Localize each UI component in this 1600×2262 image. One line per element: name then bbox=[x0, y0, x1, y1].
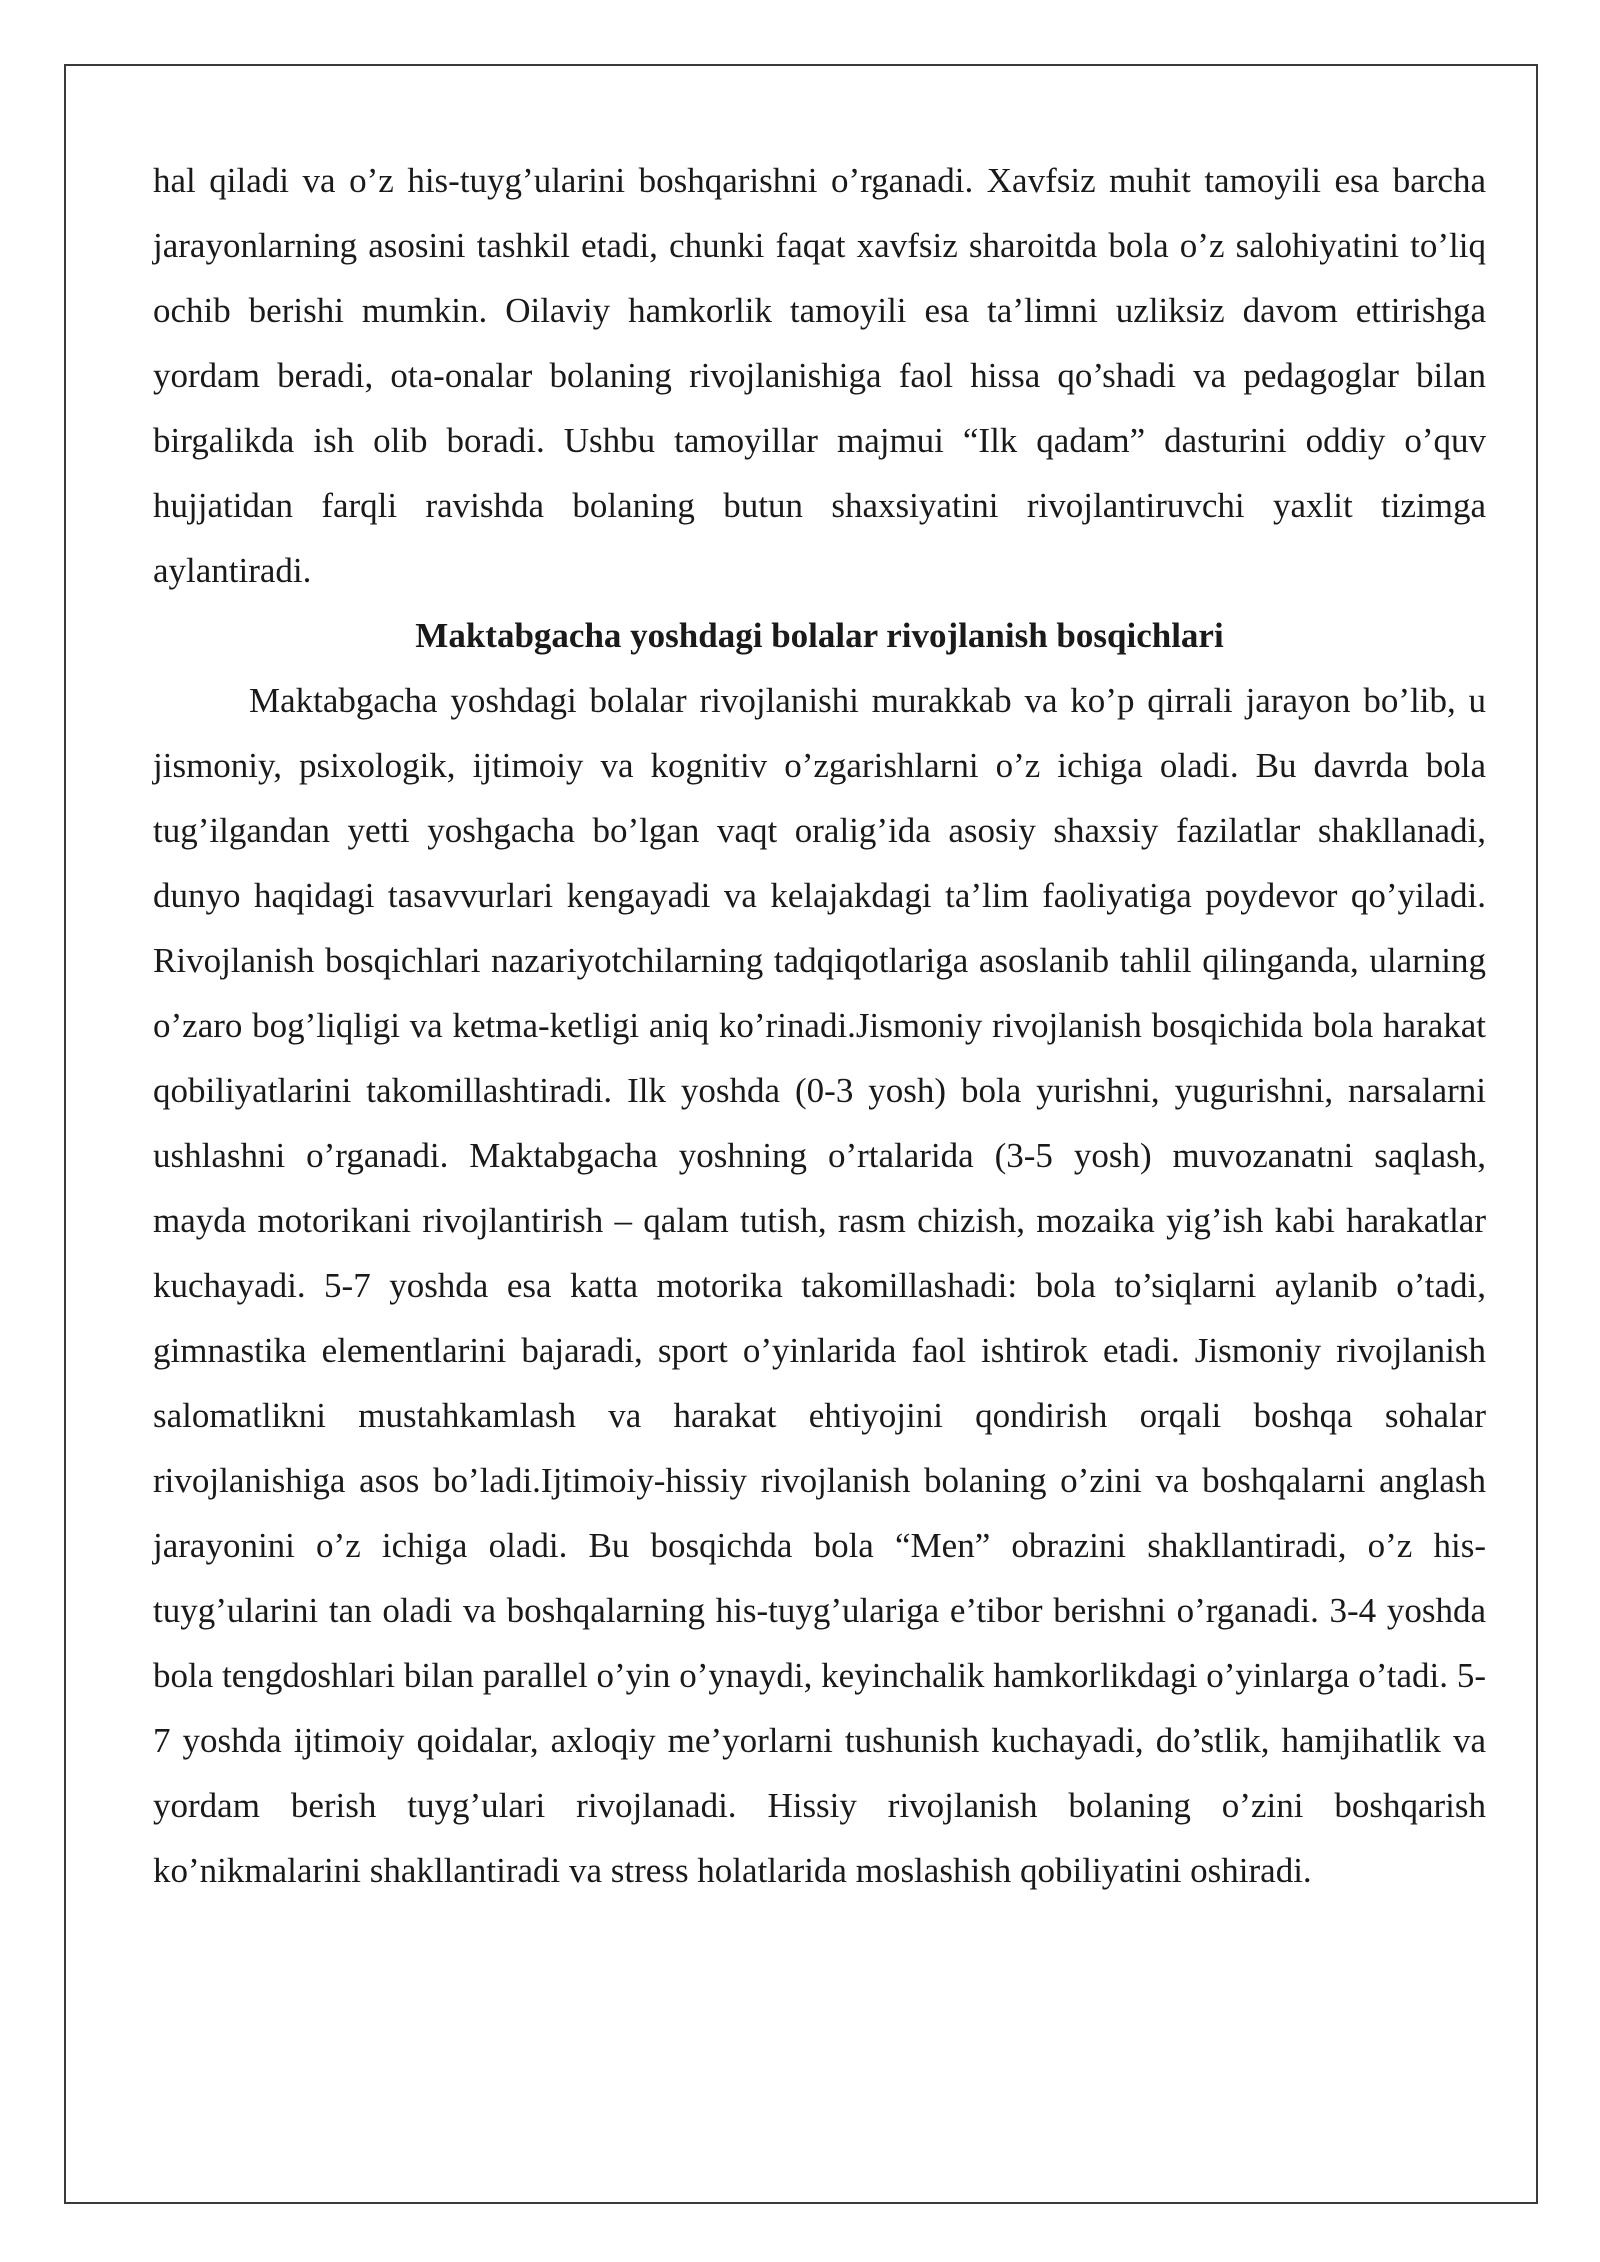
paragraph-development-stages: Maktabgacha yoshdagi bolalar rivojlanishi murakkab va ko’p qirrali jarayon bo’lib, u jismoniy, psixologik, ijtimoiy va kognitiv o’zgarishlarni o’z ichiga oladi. Bu davrda bola tug’ilgandan yetti yoshgacha bo’lgan vaqt oralig’ida asosiy shaxsiy fazilatlar shakllanadi, dunyo haqidagi tasavvurlari kengayadi va kelajakdagi ta’lim faoliyatiga poydevor qo’yiladi. Rivojlanish bosqichlari nazariyotchilarning tadqiqotlariga asoslanib tahlil qilinganda, ularning o’zaro bog’liqligi va ketma-ketligi aniq ko’rinadi.Jismoniy rivojlanish bosqichida bola harakat qobiliyatlarini takomillashtiradi. Ilk yoshda (0-3 yosh) bola yurishni, yugurishni, narsalarni ushlashni o’rganadi. Maktabgacha yoshning o’rtalarida (3-5 yosh) muvozanatni saqlash, mayda motorikani rivojlantirish – qalam tutish, rasm chizish, mozaika yig’ish kabi harakatlar kuchayadi. 5-7 yoshda esa katta motorika takomillashadi: bola to’siqlarni aylanib o’tadi, gimnastika elementlarini bajaradi, sport o’yinlarida faol ishtirok etadi. Jismoniy rivojlanish salomatlikni mustahkamlash va harakat ehtiyojini qondirish orqali boshqa sohalar rivojlanishiga asos bo’ladi.Ijtimoiy-hissiy rivojlanish bolaning o’zini va boshqalarni anglash jarayonini o’z ichiga oladi. Bu bosqichda bola “Men” obrazini shakllantiradi, o’z his-tuyg’ularini tan oladi va boshqalarning his-tuyg’ulariga e’tibor berishni o’rganadi. 3-4 yoshda bola tengdoshlari bilan parallel o’yin o’ynaydi, keyinchalik hamkorlikdagi o’yinlarga o’tadi. 5-7 yoshda ijtimoiy qoidalar, axloqiy me’yorlarni tushunish kuchayadi, do’stlik, hamjihatlik va yordam berish tuyg’ulari rivojlanadi. Hissiy rivojlanish bolaning o’zini boshqarish ko’nikmalarini shakllantiradi va stress holatlarida moslashish qobiliyatini oshiradi. bbox=[153, 681, 1486, 1890]
document-body bbox=[153, 148, 1486, 1903]
paragraph-continuation: hal qiladi va o’z his-tuyg’ularini boshqarishni o’rganadi. Xavfsiz muhit tamoyili esa barcha jarayonlarning asosini tashkil etadi, chunki faqat xavfsiz sharoitda bola o’z salohiyatini to’liq ochib berishi mumkin. Oilaviy hamkorlik tamoyili esa ta’limni uzliksiz davom ettirishga yordam beradi, ota-onalar bolaning rivojlanishiga faol hissa qo’shadi va pedagoglar bilan birgalikda ish olib boradi. Ushbu tamoyillar majmui “Ilk qadam” dasturini oddiy o’quv hujjatidan farqli ravishda bolaning butun shaxsiyatini rivojlantiruvchi yaxlit tizimga aylantiradi. bbox=[153, 161, 1486, 590]
section-heading: Maktabgacha yoshdagi bolalar rivojlanish bosqichlari bbox=[415, 616, 1224, 655]
